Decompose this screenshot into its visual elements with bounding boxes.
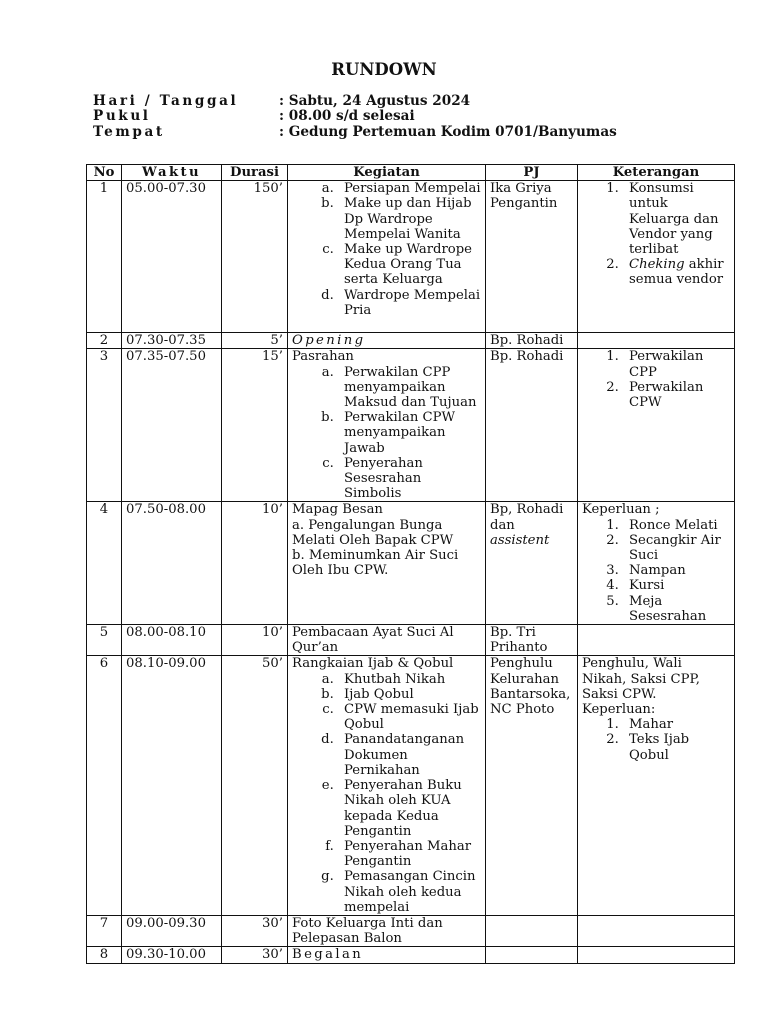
list-item: 1. Mahar <box>623 717 730 732</box>
meta-value: : Gedung Pertemuan Kodim 0701/Banyumas <box>279 123 617 140</box>
document-title: RUNDOWN <box>331 60 437 79</box>
cell-no: 3 <box>87 349 122 502</box>
cell-waktu: 08.00-08.10 <box>122 625 222 656</box>
cell-kegiatan: Pembacaan Ayat Suci Al Qur’an <box>288 625 486 656</box>
cell-pj <box>486 915 578 946</box>
table-row <box>87 915 735 946</box>
table-row <box>87 625 735 656</box>
list-item: 2. Perwakilan CPW <box>623 380 730 410</box>
cell-pj: Bp. Rohadi <box>486 349 578 502</box>
cell-no: 1 <box>87 181 122 333</box>
header-kegiatan: Kegiatan <box>288 165 486 181</box>
cell-kegiatan <box>288 181 486 333</box>
cell-pj <box>486 947 578 963</box>
list-item: b. Ijab Qobul <box>338 687 481 702</box>
cell-keterangan <box>578 333 735 349</box>
cell-durasi: 15’ <box>222 349 288 502</box>
table-row <box>87 349 735 502</box>
kegiatan-list <box>292 365 481 502</box>
list-item-text: akhir semua vendor <box>629 257 724 288</box>
cell-waktu: 08.10-09.00 <box>122 656 222 915</box>
kegiatan-title: Rangkaian Ijab & Qobul <box>292 656 454 672</box>
list-item: 1. Konsumsi untuk Keluarga dan Vendor yang terlibat <box>623 181 730 257</box>
cell-keterangan <box>578 947 735 963</box>
cell-durasi: 10’ <box>222 625 288 656</box>
header-no: No <box>87 165 122 181</box>
italic-text: Cheking <box>629 257 685 273</box>
cell-durasi: 30’ <box>222 915 288 946</box>
list-item: 1. Ronce Melati <box>623 518 730 533</box>
list-item: d. Panandatanganan Dokumen Pernikahan <box>338 732 481 778</box>
cell-pj: Penghulu Kelurahan Bantarsoka, NC Photo <box>486 656 578 915</box>
cell-no: 5 <box>87 625 122 656</box>
cell-durasi: 10’ <box>222 502 288 625</box>
meta-place-row <box>93 125 617 140</box>
meta-label: Pukul <box>93 108 151 125</box>
table-row <box>87 502 735 625</box>
list-item: g. Pemasangan Cincin Nikah oleh kedua mempelai <box>338 869 481 915</box>
cell-kegiatan: Opening <box>288 333 486 349</box>
cell-pj: Bp. Rohadi <box>486 333 578 349</box>
list-item: a. Persiapan Mempelai <box>338 181 481 196</box>
table-row <box>87 656 735 915</box>
pj-line: Bp, Rohadi dan <box>490 502 564 533</box>
cell-kegiatan: Begalan <box>288 947 486 963</box>
cell-keterangan <box>578 625 735 656</box>
kegiatan-line: Mapag Besan <box>292 502 383 518</box>
list-item: 1. Perwakilan CPP <box>623 349 730 379</box>
list-item: c. CPW memasuki Ijab Qobul <box>338 702 481 732</box>
meta-label: Tempat <box>93 123 165 140</box>
keterangan-list <box>582 518 730 624</box>
cell-keterangan <box>578 915 735 946</box>
kegiatan-line: b. Meminumkan Air Suci Oleh Ibu CPW. <box>292 548 459 579</box>
cell-no: 4 <box>87 502 122 625</box>
list-item <box>623 257 730 287</box>
header-durasi: Durasi <box>222 165 288 181</box>
pj-line: assistent <box>490 532 550 548</box>
cell-keterangan <box>578 181 735 333</box>
cell-kegiatan <box>288 349 486 502</box>
cell-durasi: 5’ <box>222 333 288 349</box>
cell-waktu: 07.30-07.35 <box>122 333 222 349</box>
kegiatan-title: Pasrahan <box>292 349 354 365</box>
cell-durasi: 50’ <box>222 656 288 915</box>
cell-waktu: 07.50-08.00 <box>122 502 222 625</box>
cell-no: 2 <box>87 333 122 349</box>
list-item: a. Khutbah Nikah <box>338 672 481 687</box>
meta-date-row <box>93 94 617 109</box>
cell-durasi: 30’ <box>222 947 288 963</box>
list-item: d. Wardrope Mempelai Pria <box>338 288 481 318</box>
cell-no: 7 <box>87 915 122 946</box>
list-item: 2. Teks Ijab Qobul <box>623 732 730 762</box>
table-row <box>87 333 735 349</box>
keterangan-title: Keperluan ; <box>582 502 660 518</box>
cell-keterangan <box>578 349 735 502</box>
list-item: 3. Nampan <box>623 563 730 578</box>
event-info <box>93 94 617 140</box>
cell-durasi: 150’ <box>222 181 288 333</box>
keterangan-list <box>582 717 730 763</box>
table-row <box>87 947 735 963</box>
cell-pj <box>486 502 578 625</box>
cell-no: 6 <box>87 656 122 915</box>
list-item: e. Penyerahan Buku Nikah oleh KUA kepada Kedua Pengantin <box>338 778 481 839</box>
meta-value: : 08.00 s/d selesai <box>279 108 415 125</box>
cell-pj: Bp. Tri Prihanto <box>486 625 578 656</box>
cell-waktu: 09.00-09.30 <box>122 915 222 946</box>
cell-keterangan <box>578 502 735 625</box>
list-item: 4. Kursi <box>623 578 730 593</box>
kegiatan-list <box>292 672 481 915</box>
meta-label: Hari / Tanggal <box>93 93 239 109</box>
list-item: c. Penyerahan Sesesrahan Simbolis <box>338 456 481 502</box>
cell-kegiatan <box>288 656 486 915</box>
list-item: f. Penyerahan Mahar Pengantin <box>338 839 481 869</box>
keterangan-text: Penghulu, Wali Nikah, Saksi CPP, Saksi CPW. <box>582 656 700 702</box>
keterangan-list <box>582 181 730 287</box>
cell-waktu: 05.00-07.30 <box>122 181 222 333</box>
kegiatan-line: a. Pengalungan Bunga Melati Oleh Bapak CPW <box>292 517 454 548</box>
header-keterangan: Keterangan <box>578 165 735 181</box>
list-item: b. Make up dan Hijab Dp Wardrope Mempelai Wanita <box>338 196 481 242</box>
rundown-table <box>86 164 735 964</box>
cell-no: 8 <box>87 947 122 963</box>
cell-pj: Ika Griya Pengantin <box>486 181 578 333</box>
cell-waktu: 07.35-07.50 <box>122 349 222 502</box>
list-item: 2. Secangkir Air Suci <box>623 533 730 563</box>
table-row <box>87 181 735 333</box>
keterangan-list <box>582 349 730 410</box>
list-item: a. Perwakilan CPP menyampaikan Maksud dan Tujuan <box>338 365 481 411</box>
cell-waktu: 09.30-10.00 <box>122 947 222 963</box>
header-pj: PJ <box>486 165 578 181</box>
list-item: c. Make up Wardrope Kedua Orang Tua serta Keluarga <box>338 242 481 288</box>
kegiatan-list <box>292 181 481 318</box>
meta-value: : Sabtu, 24 Agustus 2024 <box>279 93 471 109</box>
header-waktu: Waktu <box>122 165 222 181</box>
cell-keterangan <box>578 656 735 915</box>
cell-kegiatan <box>288 502 486 625</box>
list-item: b. Perwakilan CPW menyampaikan Jawab <box>338 410 481 456</box>
meta-time-row <box>93 109 617 124</box>
cell-kegiatan: Foto Keluarga Inti dan Pelepasan Balon <box>288 915 486 946</box>
table-header-row <box>87 165 735 181</box>
keterangan-title: Keperluan: <box>582 702 656 718</box>
list-item: 5. Meja Sesesrahan <box>623 594 730 624</box>
